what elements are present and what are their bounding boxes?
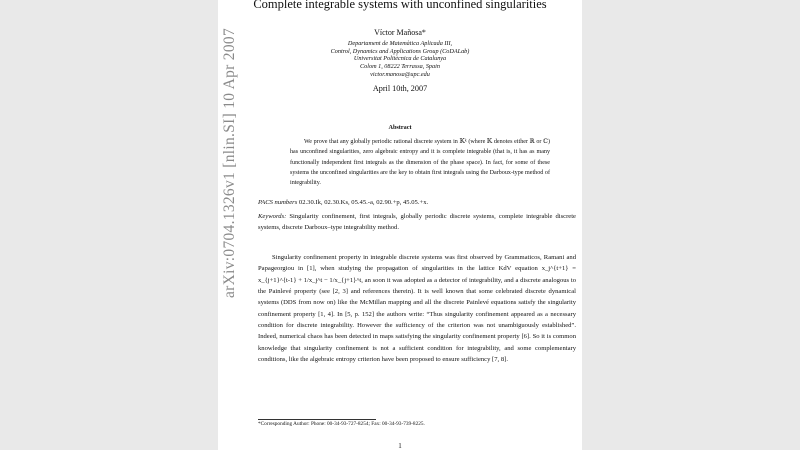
- paper-title: Complete integrable systems with unconfined singularities: [253, 0, 547, 11]
- affiliation-line: Colom 1, 08222 Terrassa, Spain: [360, 63, 440, 71]
- affiliation-line: Universitat Politècnica de Catalunya: [353, 55, 447, 63]
- pacs-label: PACS numbers: [258, 199, 298, 206]
- author-affiliation: [218, 40, 582, 79]
- pacs-line: [258, 199, 576, 206]
- paper-date: April 10th, 2007: [372, 84, 428, 93]
- keywords-text: Singularity confinement, first integrals, globally periodic discrete systems, complete integrable discrete systems, discrete Darboux–type integrability method.: [258, 213, 576, 232]
- affiliation-line: Control, Dynamics and Applications Group (CoDALab): [330, 47, 470, 55]
- keywords-label: Keywords:: [258, 213, 287, 220]
- page-number: 1: [398, 442, 402, 450]
- footnote-rule: [258, 419, 376, 420]
- paper-page: [218, 0, 582, 450]
- abstract-heading: Abstract: [388, 124, 412, 131]
- body-paragraph: Singularity confinement property in integrable discrete systems was first observed by Grammaticos, Ramani and Papageorgiou in [1], when studying the propagation of singularities in the lattice KdV equation x_j^{t+1} = x_{j+1}^{t-1} + 1/x_j^t − 1/x_{j+1}^t, an soon it was adopted as a detector of integrability, and a discrete analogous to the Painlevé property (see [2, 3] and references therein). It is well known that some celebrated discrete dynamical systems (DDS from now on) like the McMillan mapping and all the discrete Painlevé equations satisfy the singularity confinement property [1, 4]. In [5, p. 152] the authors write: “Thus singularity confinement appeared as a necessary condition for discrete integrability. However the sufficiency of the criterion was not unambiguously established”. Indeed, numerical chaos has been detected in maps satisfying the singularity confinement property [6]. So it is common knowledge that singularity confinement is not a sufficient condition for integrability, and some complementary conditions, like the algebraic entropy criterion have been proposed to ensure sufficiency [7, 8].: [258, 254, 576, 364]
- author-name: Víctor Mañosa*: [374, 28, 426, 37]
- affiliation-line: Departament de Matemàtica Aplicada III,: [347, 40, 453, 47]
- footnote: *Corresponding Author: Phone: 00-34-93-727-8254; Fax: 00-34-93-739-8225.: [258, 421, 425, 427]
- keywords-line: [258, 211, 576, 233]
- pacs-values: 02.30.Ik, 02.30.Ks, 05.45.-a, 02.90.+p, 45.05.+x.: [298, 199, 429, 206]
- author-email[interactable]: victor.manosa@upc.edu: [370, 70, 430, 78]
- arxiv-stamp-text: arXiv:0704.1326v1 [nlin.SI] 10 Apr 2007: [221, 27, 239, 299]
- arxiv-stamp: [216, 27, 244, 299]
- abstract-text: We prove that any globally periodic rational discrete system in 𝕂ᵏ (where 𝕂 denotes either ℝ or ℂ) has unconfined singularities, zero algebraic entropy and it is complete integrable (that is, it has as many functionally independent first integrals as the dimension of the phase space). In fact, for some of these systems the unconfined singularities are the key to obtain first integrals using the Darboux-type method of integrability.: [290, 139, 550, 187]
